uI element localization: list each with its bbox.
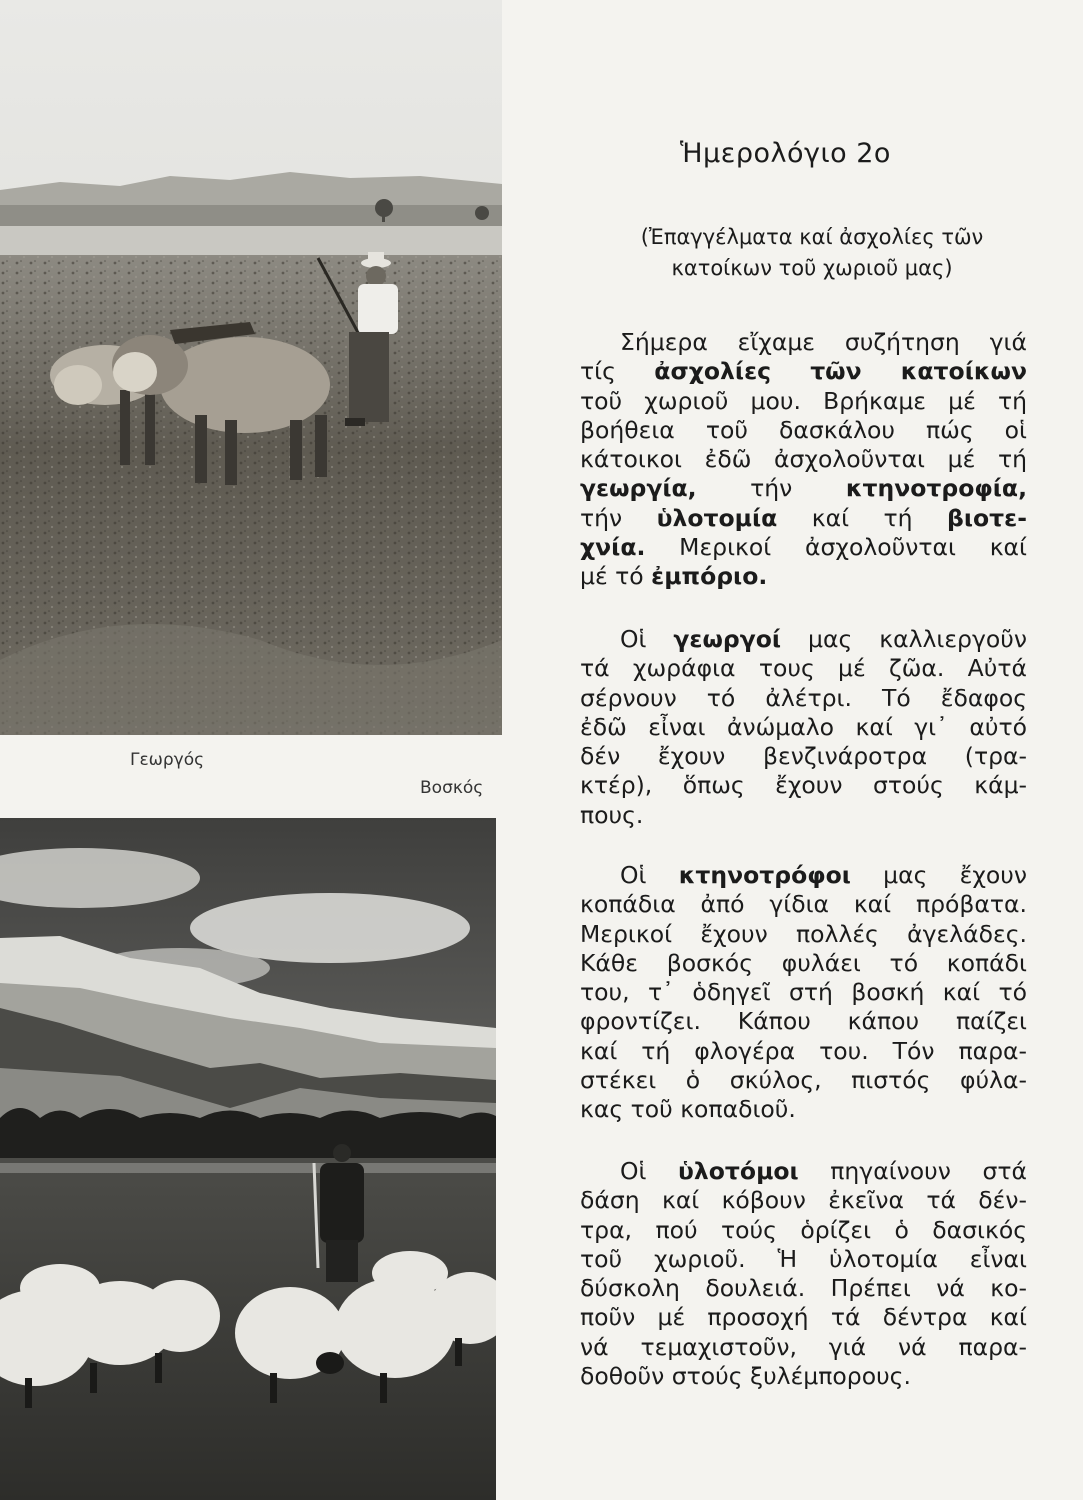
p2-text: ἐδῶ εἶναι ἀνώμαλο καί γι᾿ αὐτό	[580, 712, 1027, 741]
p1-line	[580, 504, 1027, 533]
p4-text: δύσκολη δουλειά. Πρέπει νά κο-	[580, 1274, 1027, 1303]
p1-line	[580, 474, 1027, 503]
p4-text: νά τεμαχιστοῦν, γιά νά παρα-	[580, 1332, 1027, 1361]
p4-line	[580, 1303, 1027, 1332]
p1-bold-term: ὑλοτομία	[656, 503, 778, 532]
subtitle-line-1: (Ἐπαγγέλματα καί ἀσχολίες τῶν	[640, 225, 984, 249]
p2-line	[580, 654, 1027, 683]
p4-line	[580, 1274, 1027, 1303]
p2-line	[580, 742, 1027, 771]
paragraph-herders	[580, 861, 1027, 1125]
p3-line	[580, 890, 1027, 919]
p1-text: κάτοικοι ἐδῶ ἀσχολοῦνται μέ τή	[580, 445, 1027, 474]
p4-line	[580, 1245, 1027, 1274]
p4-text: δάση καί κόβουν ἐκεῖνα τά δέν-	[580, 1186, 1027, 1215]
photo-shepherd-flock	[0, 818, 496, 1500]
p2-text: πους.	[580, 800, 644, 829]
p3-text: Μερικοί ἔχουν πολλές ἀγελάδες.	[580, 919, 1027, 948]
paragraph-farmers	[580, 625, 1027, 830]
page-title: Ἡμερολόγιο 2ο	[680, 138, 891, 169]
p3-line	[580, 1007, 1027, 1036]
p3-text: του, τ᾿ ὁδηγεῖ στή βοσκή καί τό	[580, 978, 1027, 1007]
p4-bold-term: ὑλοτόμοι	[678, 1157, 799, 1185]
p1-line	[580, 445, 1027, 474]
p3-text: μας ἔχουν	[850, 861, 1027, 889]
p1-bold-term: ἐμπόριο.	[651, 562, 768, 591]
p4-text: δοθοῦν στούς ξυλέμπορους.	[580, 1362, 911, 1391]
p1-line	[580, 533, 1027, 562]
p2-line	[580, 625, 1027, 654]
p2-line	[580, 771, 1027, 800]
p1-text: μέ τό	[580, 562, 652, 591]
p3-line	[580, 920, 1027, 949]
p1-line	[580, 328, 1027, 357]
p4-text: Οἱ	[620, 1157, 679, 1185]
p3-line	[580, 949, 1027, 978]
p4-text: ποῦν μέ προσοχή τά δέντρα καί	[580, 1303, 1027, 1332]
p2-line	[580, 713, 1027, 742]
photo-farmer-ploughing	[0, 0, 502, 735]
p3-text: κοπάδια ἀπό γίδια καί πρόβατα.	[580, 890, 1027, 919]
p2-text: δέν ἔχουν βενζινάροτρα (τρα-	[580, 742, 1027, 771]
p3-bold-term: κτηνοτρόφοι	[678, 861, 851, 889]
p1-bold-term: κτηνοτροφία,	[845, 474, 1027, 503]
p2-text: κτέρ), ὅπως ἔχουν στούς κάμ-	[580, 771, 1027, 800]
paragraph-woodcutters	[580, 1157, 1027, 1391]
p1-text: τήν	[580, 503, 657, 532]
p1-line	[580, 387, 1027, 416]
p1-line	[580, 562, 1027, 591]
p1-text: τίς	[580, 357, 655, 386]
p1-text: τήν	[696, 474, 846, 503]
p3-text: στέκει ὁ σκύλος, πιστός φύλα-	[580, 1066, 1027, 1095]
page-subtitle	[582, 222, 1042, 284]
p3-line	[580, 978, 1027, 1007]
p1-line	[580, 416, 1027, 445]
p3-line	[580, 861, 1027, 890]
p1-text: καί τή	[777, 503, 948, 532]
p1-text: τοῦ χωριοῦ μου. Βρήκαμε μέ τή	[580, 386, 1027, 415]
p3-line	[580, 1066, 1027, 1095]
p4-text: πηγαίνουν στά	[798, 1157, 1027, 1185]
p2-text: τά χωράφια τους μέ ζῶα. Αὐτά	[580, 654, 1027, 683]
p2-line	[580, 801, 1027, 830]
p1-bold-term: ἀσχολίες τῶν κατοίκων	[654, 357, 1027, 386]
p2-text: μας καλλιεργοῦν	[781, 625, 1027, 653]
paragraph-activities	[580, 328, 1027, 592]
p3-text: Κάθε βοσκός φυλάει τό κοπάδι	[580, 948, 1027, 977]
p1-line	[580, 357, 1027, 386]
p3-text: φροντίζει. Κάπου κάπου παίζει	[580, 1007, 1027, 1036]
p3-text: Οἱ	[620, 861, 679, 889]
p2-text: σέρνουν τό ἀλέτρι. Τό ἔδαφος	[580, 683, 1027, 712]
caption-farmer: Γεωργός	[130, 750, 205, 770]
p4-line	[580, 1216, 1027, 1245]
p4-text: τρα, πού τούς ὁρίζει ὁ δασικός	[580, 1215, 1027, 1244]
p4-line	[580, 1186, 1027, 1215]
p2-line	[580, 684, 1027, 713]
p4-line	[580, 1333, 1027, 1362]
p2-bold-term: γεωργοί	[673, 625, 782, 653]
p1-text: Μερικοί ἀσχολοῦνται καί	[645, 533, 1027, 562]
p1-bold-term: βιοτε-	[947, 503, 1028, 532]
p3-line	[580, 1095, 1027, 1124]
p4-line	[580, 1362, 1027, 1391]
caption-shepherd: Βοσκός	[420, 778, 484, 798]
p4-text: τοῦ χωριοῦ. Ἡ ὑλοτομία εἶναι	[580, 1244, 1027, 1273]
p2-text: Οἱ	[620, 625, 674, 653]
p4-line	[580, 1157, 1027, 1186]
p3-text: καί τή φλογέρα του. Τόν παρα-	[580, 1036, 1027, 1065]
p3-text: κας τοῦ κοπαδιοῦ.	[580, 1095, 796, 1124]
p1-bold-term: γεωργία,	[580, 474, 697, 503]
p3-line	[580, 1037, 1027, 1066]
subtitle-line-2: κατοίκων τοῦ χωριοῦ μας)	[671, 256, 953, 280]
p1-text: Σήμερα εἴχαμε συζήτηση γιά	[620, 328, 1027, 356]
p1-text: βοήθεια τοῦ δασκάλου πώς οἱ	[580, 415, 1027, 444]
p1-bold-term: χνία.	[580, 533, 646, 562]
